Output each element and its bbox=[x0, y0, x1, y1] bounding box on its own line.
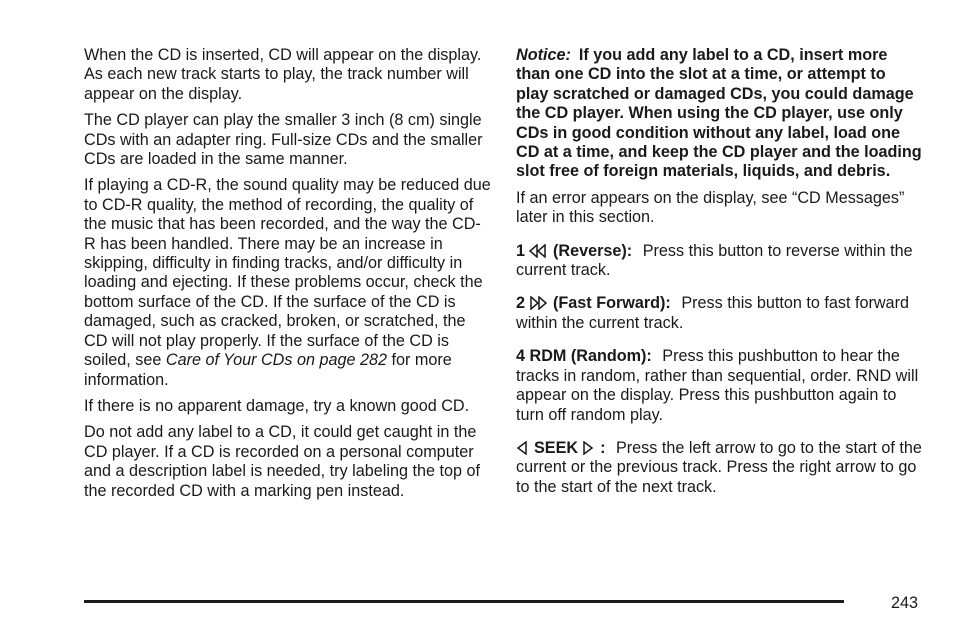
cd-inserted-paragraph: When the CD is inserted, CD will appear on the display. As each new track starts to play, the track number will appear on the display. bbox=[84, 46, 482, 103]
fast-forward-text: Press this button to fast forward within the current track. bbox=[516, 294, 909, 332]
footer-rule bbox=[84, 600, 844, 603]
seek-colon: : bbox=[600, 438, 606, 457]
label-warning-paragraph: Do not add any label to a CD, it could get caught in the CD player. If a CD is recorded on a personal computer and a description label is needed, try labeling the top of the recorded CD with a marking pen instead. bbox=[84, 423, 480, 500]
reverse-number: 1 bbox=[516, 241, 526, 260]
random-text: Press this pushbutton to hear the tracks in random, rather than sequential, order. RND will appear on the display. Press this pushbutton again to turn off random play. bbox=[516, 347, 919, 424]
small-cd-paragraph: The CD player can play the smaller 3 inch (8 cm) single CDs with an adapter ring. Full-size CDs and the smaller CDs are loaded in the same manner. bbox=[84, 111, 483, 169]
left-column bbox=[84, 46, 492, 508]
notice-label: Notice: bbox=[516, 46, 571, 64]
notice-text: If you add any label to a CD, insert more than one CD into the slot at a time, or attempt to play scratched or damaged CDs, you could damage the CD player. When using the CD player, use only CDs in good condition without any label, load one CD at a time, and keep the CD player and the loading slot free of foreign materials, liquids, and debris. bbox=[516, 46, 922, 181]
reverse-text: Press this button to reverse within the current track. bbox=[516, 241, 913, 280]
seek-right-arrow-icon bbox=[582, 441, 594, 455]
reverse-paragraph bbox=[516, 242, 922, 281]
page-number: 243 bbox=[890, 594, 918, 612]
fast-forward-icon bbox=[529, 296, 547, 310]
notice-paragraph bbox=[516, 46, 922, 182]
fast-forward-paragraph bbox=[516, 294, 922, 333]
cd-r-text: If playing a CD-R, the sound quality may be reduced due to CD-R quality, the method of recording, the quality of the music that has been recorded, and the way the CD-R has been handled. There may be an increase in skipping, difficulty in finding tracks, and/or difficulty in loading and ejecting. If these problems occur, check the bottom surface of the CD. If the surface of the CD is damaged, such as cracked, broken, or scratched, the CD will not play properly. If the surface of the CD is soiled, see bbox=[84, 176, 491, 370]
cd-r-paragraph bbox=[84, 176, 492, 389]
right-column bbox=[516, 46, 922, 511]
random-paragraph bbox=[516, 347, 922, 425]
error-paragraph: If an error appears on the display, see “CD Messages” later in this section. bbox=[516, 188, 905, 227]
cd-r-tail: for more information. bbox=[84, 351, 452, 389]
seek-text: Press the left arrow to go to the start of the current or the previous track. Press the right arrow to go to the start of the next track. bbox=[516, 438, 922, 496]
care-of-cds-reference: Care of Your CDs on page 282 bbox=[165, 351, 387, 370]
known-good-cd-paragraph: If there is no apparent damage, try a known good CD. bbox=[84, 396, 470, 415]
seek-label: SEEK bbox=[534, 438, 579, 457]
seek-left-arrow-icon bbox=[516, 441, 528, 455]
reverse-icon bbox=[529, 244, 547, 258]
reverse-label: (Reverse): bbox=[553, 241, 633, 260]
random-label: 4 RDM (Random): bbox=[516, 347, 652, 366]
fast-forward-label: (Fast Forward): bbox=[553, 294, 671, 313]
fast-forward-number: 2 bbox=[516, 294, 526, 313]
seek-paragraph bbox=[516, 439, 922, 497]
